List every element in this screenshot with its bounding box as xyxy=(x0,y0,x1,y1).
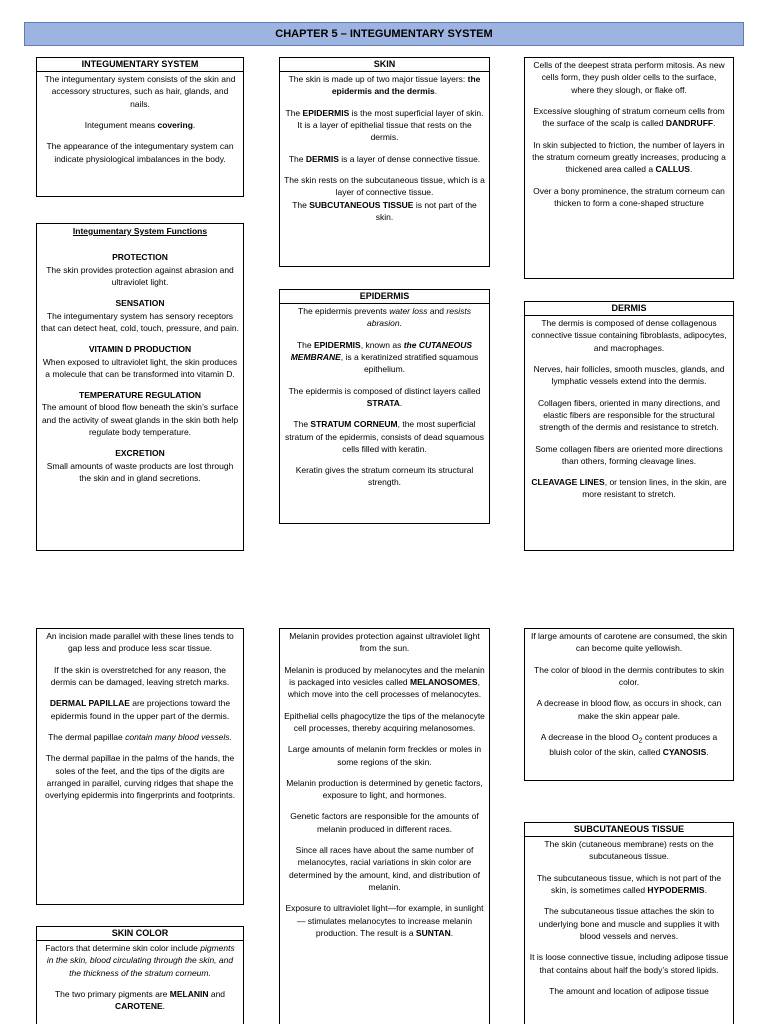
subcut-text-1: The skin (cutaneous membrane) rests on the subcutaneous tissue. xyxy=(544,839,714,862)
skin-color-box xyxy=(36,926,244,1024)
dermis-box xyxy=(524,301,734,551)
epidermis-text-2: The EPIDERMIS, known as the CUTANEOUS MEMBRANE, is a keratinized stratified squamous epithelium. xyxy=(290,339,479,375)
skin-text-3: The DERMIS is a layer of dense connective tissue. xyxy=(288,153,481,164)
melanin-text-4: Large amounts of melanin form freckles or moles in some regions of the skin. xyxy=(287,744,482,767)
dermis-header: DERMIS xyxy=(525,302,733,316)
functions-header: Integumentary System Functions xyxy=(72,226,208,236)
subcutaneous-tissue-header: SUBCUTANEOUS TISSUE xyxy=(525,823,733,837)
strata-text-1: Cells of the deepest strata perform mitosis. As new cells form, they push older cells to the surface, where they slough, or flake off. xyxy=(533,60,725,95)
dermal-papillae-box xyxy=(36,628,244,905)
melanin-text-5: Melanin production is determined by genetic factors, exposure to light, and hormones. xyxy=(286,777,483,801)
subcut-text-3: The subcutaneous tissue attaches the skin to underlying bone and muscle and supplies it with blood vessels and nerves. xyxy=(538,906,720,941)
incision-text-1: An incision made parallel with these lines tends to gap less and produce less scar tissue. xyxy=(46,631,234,654)
melanin-text-3: Epithelial cells phagocytize the tips of the melanocyte cell processes, thereby acquiring melanosomes. xyxy=(284,710,485,733)
melanin-text-6: Genetic factors are responsible for the amounts of melanin produced in different races. xyxy=(290,811,479,834)
integ-text-2: Integument means covering. xyxy=(84,119,196,130)
strata-text-4: Over a bony prominence, the stratum corneum can thicken to form a cone-shaped structure xyxy=(533,185,725,208)
skin-box xyxy=(279,57,490,267)
integumentary-system-box xyxy=(36,57,244,197)
function-item: VITAMIN D PRODUCTION When exposed to ultraviolet light, the skin produces a molecule that can be transformed into vitamin D. xyxy=(42,344,238,379)
skin-text-1: The skin is made up of two major tissue layers: the epidermis and the dermis. xyxy=(288,74,481,97)
epidermis-text-1: The epidermis prevents water loss and resists abrasion. xyxy=(298,306,471,329)
dermis-text-1: The dermis is composed of dense collagenous connective tissue containing fibroblasts, adipocytes, and macrophages. xyxy=(531,318,727,353)
incision-text-4: The dermal papillae contain many blood vessels. xyxy=(48,731,232,742)
incision-text-3: DERMAL PAPILLAE are projections toward the epidermis found in the upper part of the dermis. xyxy=(49,698,231,721)
function-item: EXCRETION Small amounts of waste products are lost through the skin and in gland secretions. xyxy=(46,448,234,483)
epidermis-header: EPIDERMIS xyxy=(280,290,489,304)
strata-text-2: Excessive sloughing of stratum corneum cells from the surface of the scalp is called DANDRUFF. xyxy=(533,105,725,129)
function-item: PROTECTION The skin provides protection against abrasion and ultraviolet light. xyxy=(46,252,234,287)
carotene-text-4: A decrease in the blood $O_2$ content produces a bluish color of the skin, called CYANOSIS. xyxy=(540,731,718,757)
strata-text-3: In skin subjected to friction, the number of layers in the stratum corneum greatly increases, producing a thickened area called a CALLUS. xyxy=(532,139,726,175)
melanin-box xyxy=(279,628,490,1024)
subcut-text-5: The amount and location of adipose tissue xyxy=(549,985,709,996)
page-title: CHAPTER 5 – INTEGUMENTARY SYSTEM xyxy=(24,22,744,46)
dermis-text-5: CLEAVAGE LINES, or tension lines, in the skin, are more resistant to stretch. xyxy=(531,477,727,500)
carotene-box xyxy=(524,628,734,781)
carotene-text-3: A decrease in blood flow, as occurs in shock, can make the skin appear pale. xyxy=(536,698,722,721)
skin-text-4: The skin rests on the subcutaneous tissue, which is a layer of connective tissue. The SUBCUTANEOUS TISSUE is not part of the skin. xyxy=(284,174,485,222)
dermis-text-2: Nerves, hair follicles, smooth muscles, glands, and lymphatic vessels extend into the dermis. xyxy=(533,363,725,387)
subcut-text-4: It is loose connective tissue, including adipose tissue that contains about half the body’s stored lipids. xyxy=(529,952,729,975)
carotene-text-2: The color of blood in the dermis contributes to skin color. xyxy=(534,664,724,687)
epidermis-text-5: Keratin gives the stratum corneum its structural strength. xyxy=(295,465,474,488)
melanin-text-2: Melanin is produced by melanocytes and the melanin is packaged into vesicles called MELANOSOMES, which move into the cell processes of melanocytes. xyxy=(284,664,485,700)
function-item: SENSATION The integumentary system has sensory receptors that can detect heat, cold, touch, pressure, and pain. xyxy=(41,298,239,333)
subcutaneous-tissue-box xyxy=(524,822,734,1024)
melanin-text-8: Exposure to ultraviolet light—for example, in sunlight— stimulates melanocytes to increase melanin production. The result is a SUNTAN. xyxy=(285,903,484,938)
functions-box xyxy=(36,223,244,551)
melanin-text-1: Melanin provides protection against ultraviolet light from the sun. xyxy=(289,631,480,654)
epidermis-text-4: The STRATUM CORNEUM, the most superficial stratum of the epidermis, consists of dead squamous cells filled with keratin. xyxy=(285,419,484,454)
carotene-text-1: If large amounts of carotene are consumed, the skin can become quite yellowish. xyxy=(530,631,728,654)
epidermis-text-3: The epidermis is composed of distinct layers called STRATA. xyxy=(288,385,481,408)
incision-text-2: If the skin is overstretched for any reason, the dermis can be damaged, leaving stretch marks. xyxy=(50,664,230,687)
integumentary-system-header: INTEGUMENTARY SYSTEM xyxy=(37,58,243,72)
dermis-text-4: Some collagen fibers are oriented more directions than others, forming cleavage lines. xyxy=(535,443,723,466)
epidermis-box xyxy=(279,289,490,524)
skin-color-text-1: Factors that determine skin color include pigments in the skin, blood circulating through the skin, and the thickness of the stratum corneum. xyxy=(45,943,235,978)
skin-text-2: The EPIDERMIS is the most superficial layer of skin. It is a layer of epithelial tissue that rests on the dermis. xyxy=(285,107,484,143)
skin-color-header: SKIN COLOR xyxy=(37,927,243,941)
dermis-text-3: Collagen fibers, oriented in many directions, and elastic fibers are responsible for the structural strength of the dermis and resistance to stretch. xyxy=(538,397,720,433)
strata-box xyxy=(524,57,734,279)
melanin-text-7: Since all races have about the same number of melanocytes, racial variations in skin color are determined by the amount, kind, and distribution of melanin. xyxy=(289,845,480,892)
skin-color-text-2: The two primary pigments are MELANIN and CAROTENE. xyxy=(54,988,226,1012)
incision-text-5: The dermal papillae in the palms of the hands, the soles of the feet, and the tips of the digits are arranged in parallel, curving ridges that shape the overlying epidermis into fingerprints and footprints. xyxy=(45,753,235,801)
subcut-text-2: The subcutaneous tissue, which is not part of the skin, is sometimes called HYPODERMIS. xyxy=(536,872,722,895)
skin-header: SKIN xyxy=(280,58,489,72)
function-item: TEMPERATURE REGULATION The amount of blood flow beneath the skin’s surface and the activity of sweat glands in the skin both help regulate body temperature. xyxy=(41,390,239,438)
integ-text-3: The appearance of the integumentary system can indicate physiological imbalances in the body. xyxy=(46,141,234,164)
integ-text-1: The integumentary system consists of the skin and accessory structures, such as hair, glands, and nails. xyxy=(44,74,236,109)
